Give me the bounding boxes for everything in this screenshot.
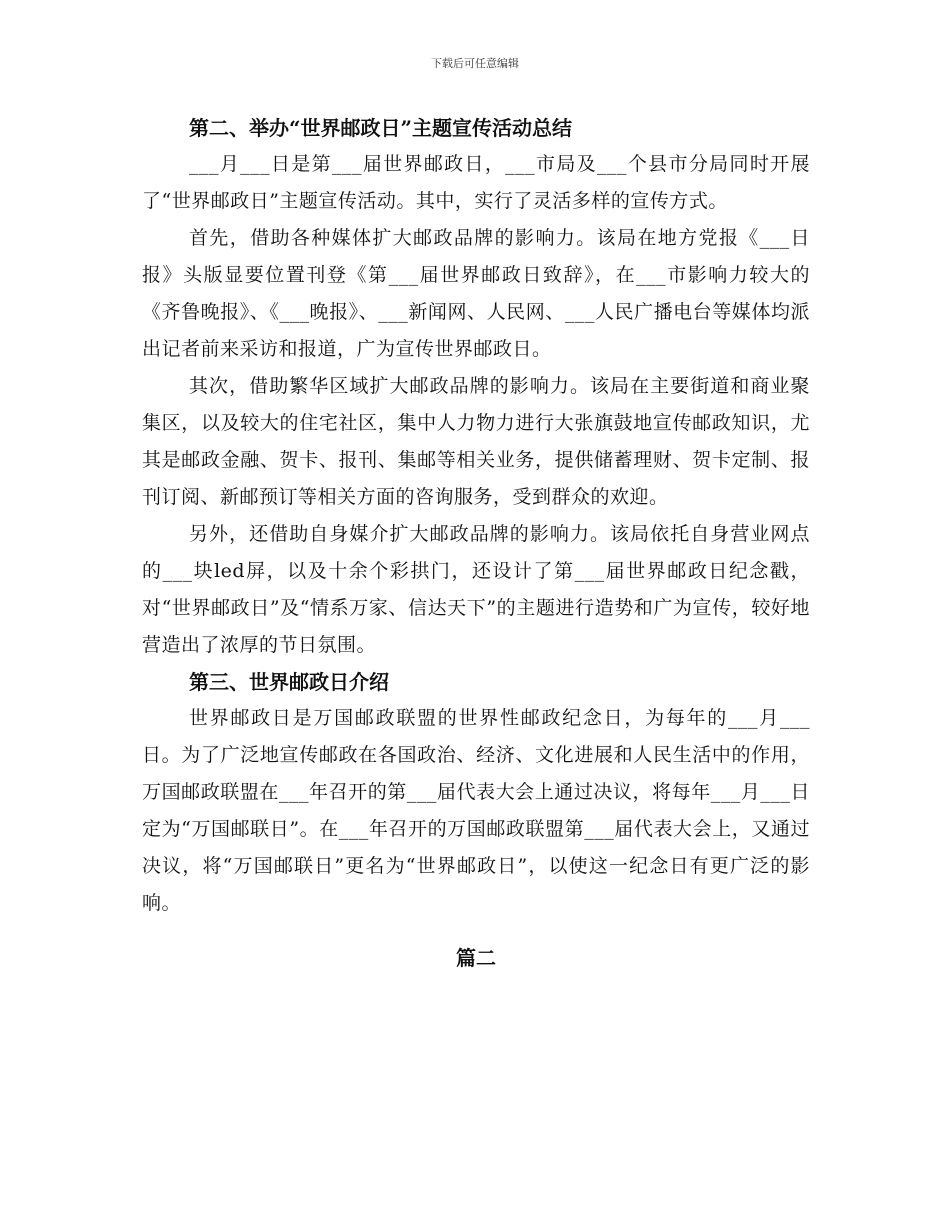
section-3-title: 第三、世界邮政日介绍 [189, 670, 389, 694]
section-2-title: 第二、举办“世界邮政日”主题宣传活动总结 [189, 116, 573, 140]
section-2-paragraph-4: 另外，还借助自身媒介扩大邮政品牌的影响力。该局依托自身营业网点的___块led屏，以及十余个彩拱门，还设计了第___届世界邮政日纪念戳，对“世界邮政日”及“情系万家、信达天下”的主题进行造势和广为宣传，较好地营造出了浓厚的节日氛围。 [142, 523, 810, 656]
page-header: 下载后可任意编辑 [431, 57, 519, 70]
document-body [142, 110, 810, 976]
section-2-paragraph-1: ___月___日是第___届世界邮政日，___市局及___个县市分局同时开展了“世界邮政日”主题宣传活动。其中，实行了灵活多样的宣传方式。 [142, 153, 810, 212]
section-2-paragraph-2: 首先，借助各种媒体扩大邮政品牌的影响力。该局在地方党报《___日报》头版显要位置刊登《第___届世界邮政日致辞》，在___市影响力较大的《齐鲁晚报》、《___晚报》、___新闻网、人民网、___人民广播电台等媒体均派出记者前来采访和报道，广为宣传世界邮政日。 [142, 227, 810, 360]
section-3-paragraph-1: 世界邮政日是万国邮政联盟的世界性邮政纪念日，为每年的___月___日。为了广泛地宣传邮政在各国政治、经济、文化进展和人民生活中的作用，万国邮政联盟在___年召开的第___届代表大会上通过决议，将每年___月___日定为“万国邮联日”。在___年召开的万国邮政联盟第___届代表大会上，又通过决议，将“万国邮联日”更名为“世界邮政日”，以使这一纪念日有更广泛的影响。 [142, 707, 810, 914]
section-2-paragraph-3: 其次，借助繁华区域扩大邮政品牌的影响力。该局在主要街道和商业聚集区，以及较大的住宅社区，集中人力物力进行大张旗鼓地宣传邮政知识，尤其是邮政金融、贺卡、报刊、集邮等相关业务，提供储蓄理财、贺卡定制、报刊订阅、新邮预订等相关方面的咨询服务，受到群众的欢迎。 [142, 375, 810, 508]
part-2-title: 篇二 [456, 946, 496, 970]
